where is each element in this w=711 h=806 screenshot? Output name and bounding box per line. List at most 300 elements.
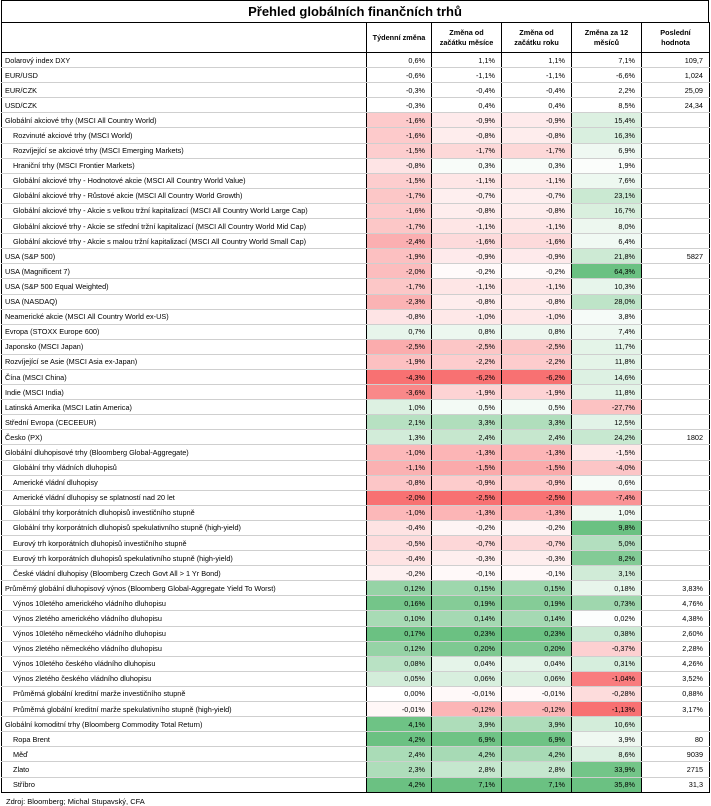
cell-ytd: -0,7% — [502, 536, 572, 551]
cell-weekly: 0,12% — [367, 581, 432, 596]
table-body — [2, 53, 710, 793]
cell-last-value: 24,34 — [642, 98, 710, 113]
row-label: Globální akciové trhy - Akcie se střední tržní kapitalizací (MSCI All Country World Mid Cap) — [2, 219, 367, 234]
cell-ytd: -1,1% — [502, 68, 572, 83]
cell-12m: 0,02% — [572, 611, 642, 626]
table-row — [2, 128, 710, 143]
row-label: Japonsko (MSCI Japan) — [2, 339, 367, 354]
cell-last-value: 2715 — [642, 762, 710, 777]
cell-mtd: -0,9% — [432, 113, 502, 128]
table-row — [2, 279, 710, 294]
header-row — [2, 23, 710, 53]
cell-ytd: -1,7% — [502, 143, 572, 158]
cell-12m: 64,3% — [572, 264, 642, 279]
cell-12m: 8,5% — [572, 98, 642, 113]
cell-last-value — [642, 566, 710, 581]
table-row — [2, 234, 710, 249]
table-row — [2, 203, 710, 218]
cell-last-value — [642, 294, 710, 309]
cell-ytd: 0,15% — [502, 581, 572, 596]
cell-weekly: -1,6% — [367, 113, 432, 128]
table-row — [2, 581, 710, 596]
cell-mtd: 4,2% — [432, 747, 502, 762]
cell-last-value: 2,60% — [642, 626, 710, 641]
cell-last-value: 1802 — [642, 430, 710, 445]
cell-weekly: 0,17% — [367, 626, 432, 641]
cell-12m: 11,7% — [572, 339, 642, 354]
cell-weekly: 2,1% — [367, 415, 432, 430]
cell-mtd: -1,9% — [432, 385, 502, 400]
table-row — [2, 369, 710, 384]
cell-mtd: -1,1% — [432, 173, 502, 188]
row-label: Globální akciové trhy - Akcie s velkou tržní kapitalizací (MSCI All Country World Large Cap) — [2, 203, 367, 218]
cell-12m: 35,8% — [572, 777, 642, 792]
row-label: Výnos 2letého německého vládního dluhopisu — [2, 641, 367, 656]
cell-mtd: -0,7% — [432, 188, 502, 203]
table-row — [2, 475, 710, 490]
cell-12m: 7,4% — [572, 324, 642, 339]
cell-weekly: -0,3% — [367, 98, 432, 113]
row-label: Ropa Brent — [2, 732, 367, 747]
row-label: Eurový trh korporátních dluhopisů investičního stupně — [2, 536, 367, 551]
table-row — [2, 717, 710, 732]
cell-mtd: 1,1% — [432, 53, 502, 68]
cell-12m: 14,6% — [572, 369, 642, 384]
row-label: USD/CZK — [2, 98, 367, 113]
table-row — [2, 83, 710, 98]
cell-weekly: -1,7% — [367, 279, 432, 294]
cell-12m: 0,31% — [572, 656, 642, 671]
cell-12m: -0,37% — [572, 641, 642, 656]
cell-mtd: -1,1% — [432, 68, 502, 83]
cell-mtd: 0,06% — [432, 671, 502, 686]
cell-ytd: 1,1% — [502, 53, 572, 68]
cell-mtd: 0,04% — [432, 656, 502, 671]
cell-weekly: 2,4% — [367, 747, 432, 762]
row-label: Globální dluhopisové trhy (Bloomberg Global-Aggregate) — [2, 445, 367, 460]
cell-mtd: -1,6% — [432, 234, 502, 249]
table-row — [2, 656, 710, 671]
cell-last-value — [642, 219, 710, 234]
cell-12m: 23,1% — [572, 188, 642, 203]
table-row — [2, 611, 710, 626]
row-label: Latinská Amerika (MSCI Latin America) — [2, 400, 367, 415]
table-row — [2, 158, 710, 173]
cell-mtd: -6,2% — [432, 369, 502, 384]
cell-12m: 5,0% — [572, 536, 642, 551]
cell-last-value — [642, 354, 710, 369]
cell-weekly: 0,00% — [367, 686, 432, 701]
cell-last-value: 0,88% — [642, 686, 710, 701]
row-label: Rozvinuté akciové trhy (MSCI World) — [2, 128, 367, 143]
row-label: Americké vládní dluhopisy — [2, 475, 367, 490]
cell-12m: 21,8% — [572, 249, 642, 264]
table-row — [2, 173, 710, 188]
cell-last-value — [642, 717, 710, 732]
cell-weekly: 0,10% — [367, 611, 432, 626]
cell-weekly: 4,2% — [367, 732, 432, 747]
cell-ytd: 3,3% — [502, 415, 572, 430]
cell-12m: -7,4% — [572, 490, 642, 505]
cell-weekly: -1,1% — [367, 460, 432, 475]
row-label: Výnos 10letého českého vládního dluhopisu — [2, 656, 367, 671]
row-label: EUR/CZK — [2, 83, 367, 98]
cell-mtd: 0,8% — [432, 324, 502, 339]
row-label: Globální trhy vládních dluhopisů — [2, 460, 367, 475]
cell-ytd: 0,19% — [502, 596, 572, 611]
cell-12m: -0,28% — [572, 686, 642, 701]
cell-mtd: -1,7% — [432, 143, 502, 158]
row-label: Stříbro — [2, 777, 367, 792]
table-row — [2, 385, 710, 400]
cell-weekly: -1,9% — [367, 354, 432, 369]
row-label: Střední Evropa (CECEEUR) — [2, 415, 367, 430]
row-label: USA (Magnificent 7) — [2, 264, 367, 279]
cell-ytd: 2,4% — [502, 430, 572, 445]
cell-mtd: -1,1% — [432, 219, 502, 234]
table-row — [2, 777, 710, 792]
cell-mtd: -0,8% — [432, 294, 502, 309]
cell-last-value — [642, 279, 710, 294]
cell-ytd: -1,6% — [502, 234, 572, 249]
cell-ytd: -1,1% — [502, 219, 572, 234]
cell-weekly: 0,16% — [367, 596, 432, 611]
cell-last-value — [642, 445, 710, 460]
cell-last-value: 4,38% — [642, 611, 710, 626]
cell-12m: 15,4% — [572, 113, 642, 128]
cell-weekly: -0,2% — [367, 566, 432, 581]
cell-mtd: 0,4% — [432, 98, 502, 113]
cell-ytd: 0,06% — [502, 671, 572, 686]
row-label: Globální akciové trhy - Akcie s malou tržní kapitalizací (MSCI All Country World Small Cap) — [2, 234, 367, 249]
cell-ytd: -1,9% — [502, 385, 572, 400]
cell-weekly: -0,4% — [367, 520, 432, 535]
cell-last-value — [642, 460, 710, 475]
cell-weekly: -2,5% — [367, 339, 432, 354]
cell-last-value: 3,52% — [642, 671, 710, 686]
cell-12m: 8,0% — [572, 219, 642, 234]
cell-weekly: 4,2% — [367, 777, 432, 792]
row-label: Rozvíjející se akciové trhy (MSCI Emerging Markets) — [2, 143, 367, 158]
table-row — [2, 505, 710, 520]
row-label: Česko (PX) — [2, 430, 367, 445]
cell-ytd: 7,1% — [502, 777, 572, 792]
cell-12m: -1,04% — [572, 671, 642, 686]
table-row — [2, 294, 710, 309]
cell-weekly: -1,0% — [367, 505, 432, 520]
cell-last-value — [642, 369, 710, 384]
cell-mtd: -1,5% — [432, 460, 502, 475]
cell-weekly: -0,8% — [367, 158, 432, 173]
cell-weekly: 4,1% — [367, 717, 432, 732]
row-label: Indie (MSCI India) — [2, 385, 367, 400]
cell-weekly: -2,0% — [367, 264, 432, 279]
cell-weekly: 0,7% — [367, 324, 432, 339]
cell-12m: -6,6% — [572, 68, 642, 83]
cell-12m: 7,6% — [572, 173, 642, 188]
cell-12m: 0,38% — [572, 626, 642, 641]
cell-weekly: -3,6% — [367, 385, 432, 400]
cell-last-value — [642, 505, 710, 520]
table-row — [2, 339, 710, 354]
cell-ytd: -2,5% — [502, 339, 572, 354]
cell-last-value — [642, 188, 710, 203]
cell-last-value — [642, 143, 710, 158]
cell-ytd: 6,9% — [502, 732, 572, 747]
cell-mtd: 0,20% — [432, 641, 502, 656]
cell-12m: 16,7% — [572, 203, 642, 218]
row-label: Globální trhy korporátních dluhopisů spekulativního stupně (high-yield) — [2, 520, 367, 535]
cell-last-value: 3,83% — [642, 581, 710, 596]
table-row — [2, 324, 710, 339]
cell-mtd: -1,1% — [432, 279, 502, 294]
header-name — [2, 23, 367, 53]
cell-last-value — [642, 158, 710, 173]
cell-ytd: 0,04% — [502, 656, 572, 671]
cell-mtd: 2,8% — [432, 762, 502, 777]
cell-ytd: -1,5% — [502, 460, 572, 475]
cell-weekly: -1,9% — [367, 249, 432, 264]
cell-ytd: -1,0% — [502, 309, 572, 324]
cell-ytd: -0,01% — [502, 686, 572, 701]
cell-mtd: 0,15% — [432, 581, 502, 596]
cell-ytd: 3,9% — [502, 717, 572, 732]
table-row — [2, 415, 710, 430]
row-label: Výnos 10letého německého vládního dluhopisu — [2, 626, 367, 641]
table-row — [2, 98, 710, 113]
cell-weekly: 0,08% — [367, 656, 432, 671]
cell-last-value: 1,024 — [642, 68, 710, 83]
table-row — [2, 249, 710, 264]
page-title: Přehled globálních finančních trhů — [1, 0, 709, 22]
cell-mtd: -0,9% — [432, 249, 502, 264]
cell-last-value — [642, 475, 710, 490]
cell-weekly: -0,01% — [367, 702, 432, 717]
row-label: Eurový trh korporátních dluhopisů spekulativního stupně (high-yield) — [2, 551, 367, 566]
cell-last-value — [642, 173, 710, 188]
table-row — [2, 445, 710, 460]
cell-ytd: -0,3% — [502, 551, 572, 566]
cell-12m: 28,0% — [572, 294, 642, 309]
cell-12m: 0,73% — [572, 596, 642, 611]
cell-mtd: 0,19% — [432, 596, 502, 611]
cell-mtd: 0,23% — [432, 626, 502, 641]
cell-mtd: -0,2% — [432, 264, 502, 279]
row-label: Měď — [2, 747, 367, 762]
table-row — [2, 188, 710, 203]
cell-last-value — [642, 536, 710, 551]
header-12m: Změna za 12 měsíců — [572, 23, 642, 53]
cell-last-value — [642, 309, 710, 324]
cell-12m: 1,0% — [572, 505, 642, 520]
cell-12m: 7,1% — [572, 53, 642, 68]
row-label: Globální akciové trhy - Růstové akcie (MSCI All Country World Growth) — [2, 188, 367, 203]
row-label: Průměrná globální kreditní marže investičního stupně — [2, 686, 367, 701]
cell-mtd: 0,14% — [432, 611, 502, 626]
cell-12m: -1,13% — [572, 702, 642, 717]
cell-last-value: 25,09 — [642, 83, 710, 98]
cell-12m: 9,8% — [572, 520, 642, 535]
header-mtd: Změna od začátku měsíce — [432, 23, 502, 53]
row-label: USA (S&P 500) — [2, 249, 367, 264]
row-label: Výnos 2letého českého vládního dluhopisu — [2, 671, 367, 686]
table-row — [2, 566, 710, 581]
cell-last-value: 80 — [642, 732, 710, 747]
cell-mtd: -2,2% — [432, 354, 502, 369]
cell-mtd: -0,7% — [432, 536, 502, 551]
table-row — [2, 596, 710, 611]
cell-ytd: -0,1% — [502, 566, 572, 581]
cell-last-value — [642, 128, 710, 143]
cell-weekly: 1,0% — [367, 400, 432, 415]
cell-ytd: -6,2% — [502, 369, 572, 384]
cell-last-value — [642, 264, 710, 279]
cell-weekly: -0,8% — [367, 475, 432, 490]
row-label: Dolarový index DXY — [2, 53, 367, 68]
row-label: EUR/USD — [2, 68, 367, 83]
cell-ytd: -2,5% — [502, 490, 572, 505]
cell-weekly: 0,6% — [367, 53, 432, 68]
cell-12m: 3,9% — [572, 732, 642, 747]
cell-12m: 11,8% — [572, 354, 642, 369]
table-row — [2, 490, 710, 505]
row-label: Rozvíjející se Asie (MSCI Asia ex-Japan) — [2, 354, 367, 369]
cell-ytd: -1,1% — [502, 279, 572, 294]
cell-weekly: -1,7% — [367, 219, 432, 234]
cell-weekly: -1,5% — [367, 143, 432, 158]
cell-12m: 1,9% — [572, 158, 642, 173]
cell-last-value: 3,17% — [642, 702, 710, 717]
cell-weekly: -1,7% — [367, 188, 432, 203]
table-row — [2, 309, 710, 324]
cell-mtd: 6,9% — [432, 732, 502, 747]
cell-last-value: 4,26% — [642, 656, 710, 671]
cell-last-value: 2,28% — [642, 641, 710, 656]
cell-mtd: -1,3% — [432, 505, 502, 520]
cell-mtd: -0,01% — [432, 686, 502, 701]
cell-ytd: -0,2% — [502, 520, 572, 535]
cell-mtd: 7,1% — [432, 777, 502, 792]
cell-weekly: -0,3% — [367, 83, 432, 98]
row-label: USA (NASDAQ) — [2, 294, 367, 309]
cell-mtd: -0,4% — [432, 83, 502, 98]
cell-12m: 3,1% — [572, 566, 642, 581]
table-row — [2, 143, 710, 158]
cell-mtd: 3,3% — [432, 415, 502, 430]
cell-12m: 10,3% — [572, 279, 642, 294]
cell-ytd: -0,9% — [502, 475, 572, 490]
table-row — [2, 626, 710, 641]
cell-weekly: -1,6% — [367, 203, 432, 218]
table-row — [2, 702, 710, 717]
cell-ytd: -0,9% — [502, 113, 572, 128]
cell-last-value — [642, 113, 710, 128]
cell-mtd: -1,3% — [432, 445, 502, 460]
cell-mtd: -0,8% — [432, 128, 502, 143]
cell-last-value: 31,3 — [642, 777, 710, 792]
cell-ytd: 2,8% — [502, 762, 572, 777]
cell-mtd: -0,3% — [432, 551, 502, 566]
table-row — [2, 686, 710, 701]
cell-12m: 11,8% — [572, 385, 642, 400]
table-row — [2, 430, 710, 445]
cell-ytd: -0,7% — [502, 188, 572, 203]
cell-last-value — [642, 324, 710, 339]
cell-12m: 24,2% — [572, 430, 642, 445]
cell-ytd: 0,14% — [502, 611, 572, 626]
cell-ytd: -1,1% — [502, 173, 572, 188]
cell-ytd: 4,2% — [502, 747, 572, 762]
cell-12m: 33,9% — [572, 762, 642, 777]
cell-mtd: 3,9% — [432, 717, 502, 732]
cell-ytd: -2,2% — [502, 354, 572, 369]
cell-weekly: 1,3% — [367, 430, 432, 445]
row-label: Průměrný globální dluhopisový výnos (Bloomberg Global-Aggregate Yield To Worst) — [2, 581, 367, 596]
cell-mtd: -0,8% — [432, 203, 502, 218]
table-row — [2, 113, 710, 128]
cell-12m: 0,6% — [572, 475, 642, 490]
cell-12m: 10,6% — [572, 717, 642, 732]
row-label: České vládní dluhopisy (Bloomberg Czech Govt All > 1 Yr Bond) — [2, 566, 367, 581]
row-label: Hraniční trhy (MSCI Frontier Markets) — [2, 158, 367, 173]
table-row — [2, 551, 710, 566]
cell-mtd: -2,5% — [432, 490, 502, 505]
cell-12m: -27,7% — [572, 400, 642, 415]
table-row — [2, 536, 710, 551]
cell-12m: 0,18% — [572, 581, 642, 596]
cell-weekly: -2,0% — [367, 490, 432, 505]
row-label: Globální akciové trhy - Hodnotové akcie (MSCI All Country World Value) — [2, 173, 367, 188]
cell-ytd: -0,12% — [502, 702, 572, 717]
cell-weekly: -1,5% — [367, 173, 432, 188]
table-row — [2, 520, 710, 535]
cell-weekly: 0,12% — [367, 641, 432, 656]
cell-weekly: -0,5% — [367, 536, 432, 551]
cell-ytd: 0,20% — [502, 641, 572, 656]
table-row — [2, 747, 710, 762]
source-note: Zdroj: Bloomberg; Michal Stupavský, CFA — [6, 796, 145, 806]
cell-mtd: -1,0% — [432, 309, 502, 324]
cell-12m: -4,0% — [572, 460, 642, 475]
cell-mtd: -0,1% — [432, 566, 502, 581]
row-label: USA (S&P 500 Equal Weighted) — [2, 279, 367, 294]
cell-last-value — [642, 203, 710, 218]
row-label: Průměrná globální kreditní marže spekulativního stupně (high-yield) — [2, 702, 367, 717]
cell-last-value — [642, 520, 710, 535]
cell-last-value: 109,7 — [642, 53, 710, 68]
cell-last-value — [642, 234, 710, 249]
cell-12m: 12,5% — [572, 415, 642, 430]
cell-last-value: 5827 — [642, 249, 710, 264]
cell-last-value: 4,76% — [642, 596, 710, 611]
row-label: Globální trhy korporátních dluhopisů investičního stupně — [2, 505, 367, 520]
cell-last-value — [642, 385, 710, 400]
row-label: Americké vládní dluhopisy se splatností nad 20 let — [2, 490, 367, 505]
cell-weekly: -4,3% — [367, 369, 432, 384]
cell-last-value — [642, 551, 710, 566]
cell-ytd: -0,8% — [502, 203, 572, 218]
cell-ytd: 0,23% — [502, 626, 572, 641]
cell-mtd: 0,3% — [432, 158, 502, 173]
table-row — [2, 264, 710, 279]
cell-ytd: 0,8% — [502, 324, 572, 339]
cell-mtd: 2,4% — [432, 430, 502, 445]
row-label: Evropa (STOXX Europe 600) — [2, 324, 367, 339]
cell-ytd: 0,4% — [502, 98, 572, 113]
cell-ytd: -0,4% — [502, 83, 572, 98]
cell-ytd: -0,8% — [502, 128, 572, 143]
cell-ytd: 0,3% — [502, 158, 572, 173]
